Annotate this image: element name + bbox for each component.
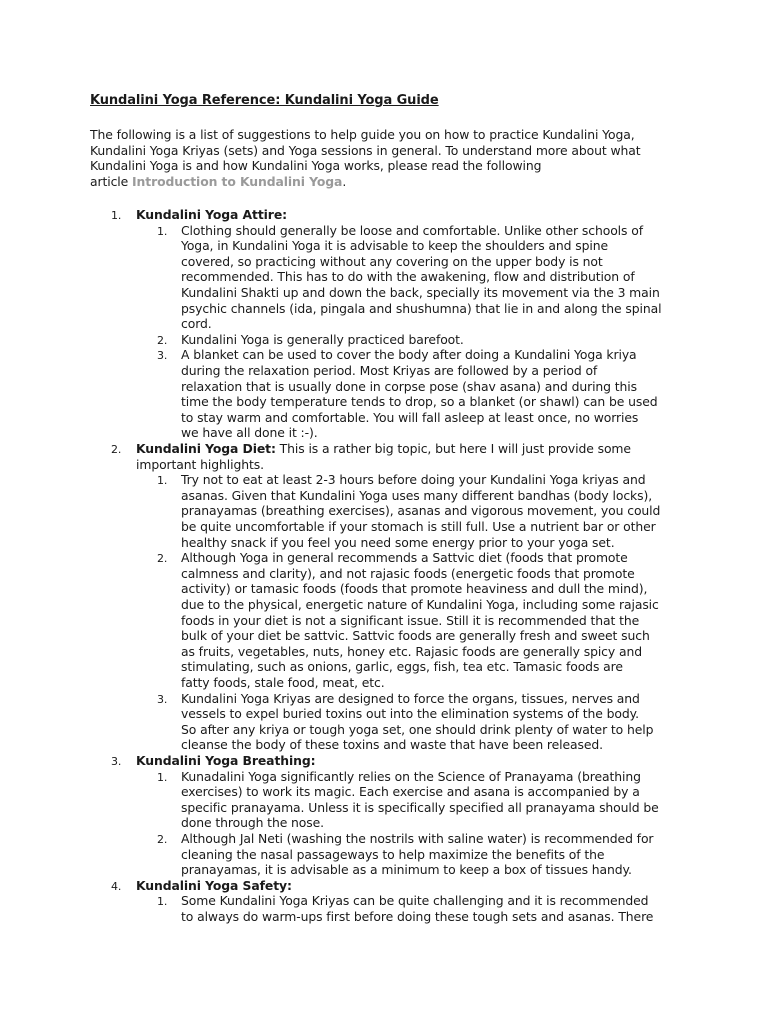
item-text-line: calmness and clarity), and not rajasic foods (energetic foods that promote	[181, 565, 635, 581]
item-text-line: activity) or tamasic foods (foods that promote heaviness and dull the mind),	[181, 581, 648, 597]
item-text-line: covered, so practicing without any covering on the upper body is not	[181, 253, 603, 269]
item-text-line: So after any kriya or tough yoga set, one should drink plenty of water to help	[181, 721, 654, 737]
section-heading: Kundalini Yoga Attire:	[136, 207, 287, 222]
item-text-line: A blanket can be used to cover the body after doing a Kundalini Yoga kriya	[181, 347, 637, 363]
item-text-line: during the relaxation period. Most Kriyas are followed by a period of	[181, 363, 598, 378]
item-text-line: Some Kundalini Yoga Kriyas can be quite challenging and it is recommended	[181, 893, 649, 909]
item-text-line: pranayamas (breathing exercises), asanas and vigorous movement, you could	[181, 503, 661, 519]
item-text-line: cleanse the body of these toxins and waste that have been released.	[181, 737, 603, 753]
intro-line-last	[90, 174, 690, 190]
item-text-line: done through the nose.	[181, 815, 325, 831]
section-heading: Kundalini Yoga Breathing:	[136, 753, 316, 768]
item-text-line: time the body temperature tends to drop, so a blanket (or shawl) can be used	[181, 394, 658, 410]
item-text-line: Kundalini Shakti up and down the back, specially its movement via the 3 main	[181, 285, 660, 300]
item-text-line: vessels to expel buried toxins out into the elimination systems of the body.	[181, 706, 639, 722]
item-text-line: to always do warm-ups first before doing these tough sets and asanas. There	[181, 909, 654, 924]
item-text-line: asanas. Given that Kundalini Yoga uses many different bandhas (body locks),	[181, 487, 653, 503]
item-number: 3.	[157, 692, 168, 706]
item-text-line: cleaning the nasal passageways to help maximize the benefits of the	[181, 846, 605, 862]
item-number: 1.	[157, 895, 168, 909]
section-heading: Kundalini Yoga Diet:	[136, 441, 276, 456]
item-text-line: due to the physical, energetic nature of Kundalini Yoga, including some rajasic	[181, 597, 659, 612]
section-heading-line	[136, 753, 315, 769]
item-text-line: fatty foods, stale food, meat, etc.	[181, 675, 385, 690]
item-text-line: pranayamas, it is advisable as a minimum to keep a box of tissues handy.	[181, 862, 632, 878]
item-text-line: to stay warm and comfortable. You will fall asleep at least once, no worries	[181, 409, 639, 425]
section-heading-line	[136, 878, 292, 894]
item-number: 2.	[157, 333, 168, 347]
section-heading: Kundalini Yoga Safety:	[136, 877, 292, 893]
item-number: 1.	[157, 474, 168, 488]
item-text-line: as fruits, vegetables, nuts, honey etc. Rajasic foods are generally spicy and	[181, 643, 642, 659]
item-text-line: relaxation that is usually done in corpse pose (shav asana) and during this	[181, 378, 637, 394]
intro-line: Kundalini Yoga is and how Kundalini Yoga works, please read the following	[90, 158, 542, 173]
item-text-line: we have all done it :-).	[181, 425, 318, 441]
item-text-line: foods in your diet is not a significant issue. Still it is recommended that the	[181, 612, 640, 628]
introduction-link[interactable]: Introduction to Kundalini Yoga	[132, 173, 343, 189]
item-text-line: Although Yoga in general recommends a Sattvic diet (foods that promote	[181, 550, 628, 566]
item-text-line: Kundalini Yoga Kriyas are designed to force the organs, tissues, nerves and	[181, 690, 640, 706]
item-text-line: psychic channels (ida, pingala and shushumna) that lie in and along the spinal	[181, 300, 662, 316]
item-text-line: be quite uncomfortable if your stomach is still full. Use a nutrient bar or other	[181, 519, 656, 534]
item-text-line: stimulating, such as onions, garlic, eggs, fish, tea etc. Tamasic foods are	[181, 659, 623, 675]
intro-article-text: article	[90, 173, 133, 189]
item-text-line: Try not to eat at least 2-3 hours before doing your Kundalini Yoga kriyas and	[181, 472, 646, 488]
item-text-line: cord.	[181, 316, 212, 332]
item-number: 1.	[157, 770, 168, 784]
intro-period: .	[342, 173, 347, 189]
item-text-line: Yoga, in Kundalini Yoga it is advisable to keep the shoulders and spine	[181, 238, 608, 254]
section-heading-text: important highlights.	[136, 456, 264, 472]
item-text-line: specific pranayama. Unless it is specifically specified all pranayama should be	[181, 799, 659, 815]
section-heading-text: This is a rather big topic, but here I will just provide some	[275, 441, 631, 456]
section-number: 1.	[111, 209, 122, 222]
section-number: 2.	[111, 443, 122, 456]
intro-line: Kundalini Yoga Kriyas (sets) and Yoga sessions in general. To understand more about what	[90, 142, 641, 158]
item-text-line: Although Jal Neti (washing the nostrils with saline water) is recommended for	[181, 831, 654, 846]
section-heading-line	[136, 207, 287, 223]
section-heading-line	[136, 441, 631, 457]
item-text-line: healthy snack if you feel you need some energy prior to your yoga set.	[181, 534, 615, 550]
item-number: 1.	[157, 224, 168, 238]
page-title: Kundalini Yoga Reference: Kundalini Yoga Guide	[90, 93, 439, 108]
item-number: 2.	[157, 833, 168, 846]
intro-paragraph	[90, 127, 690, 189]
section-number: 4.	[111, 879, 122, 893]
item-text-line: Kunadalini Yoga significantly relies on the Science of Pranayama (breathing	[181, 768, 641, 784]
item-text-line: recommended. This has to do with the awakening, flow and distribution of	[181, 269, 635, 285]
section-number: 3.	[111, 755, 122, 768]
item-number: 2.	[157, 552, 168, 566]
item-text-line: Clothing should generally be loose and comfortable. Unlike other schools of	[181, 222, 643, 238]
item-number: 3.	[157, 349, 168, 363]
item-text-line: exercises) to work its magic. Each exercise and asana is accompanied by a	[181, 784, 640, 800]
item-text-line: Kundalini Yoga is generally practiced barefoot.	[181, 331, 464, 347]
intro-line: The following is a list of suggestions to help guide you on how to practice Kundalini Yoga,	[90, 127, 635, 142]
item-text-line: bulk of your diet be sattvic. Sattvic foods are generally fresh and sweet such	[181, 628, 650, 644]
